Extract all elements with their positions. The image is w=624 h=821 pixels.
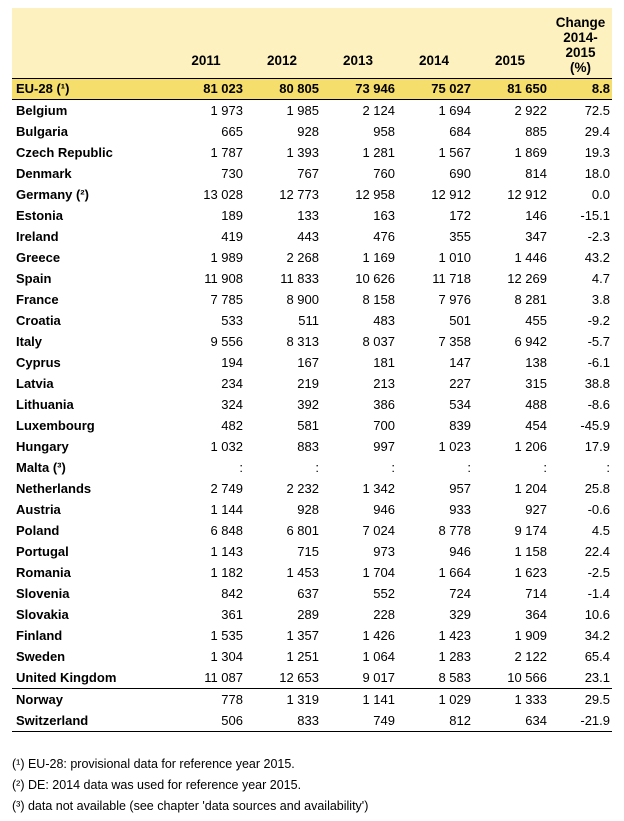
row-value: 1 357 bbox=[286, 627, 319, 643]
row-value: 455 bbox=[525, 312, 547, 328]
header-change-line3: (%) bbox=[570, 60, 591, 75]
row-value: 219 bbox=[297, 375, 319, 391]
row-value: 778 bbox=[171, 689, 247, 711]
row-value: 315 bbox=[525, 375, 547, 391]
row-value: 392 bbox=[297, 396, 319, 412]
table-row bbox=[12, 163, 612, 184]
row-value: 552 bbox=[373, 585, 395, 601]
row-country: Spain bbox=[16, 270, 52, 286]
row-country: Germany (²) bbox=[16, 186, 89, 202]
table-row bbox=[12, 289, 612, 310]
row-value-2014: 75 027 bbox=[399, 79, 475, 100]
row-value: 1 787 bbox=[210, 144, 243, 160]
row-value: 928 bbox=[297, 123, 319, 139]
row-country: United Kingdom bbox=[16, 669, 117, 685]
footnotes bbox=[12, 754, 612, 817]
row-change: 22.4 bbox=[584, 543, 610, 559]
row-change: 65.4 bbox=[584, 648, 610, 664]
row-value: 7 358 bbox=[438, 333, 471, 349]
row-value: : bbox=[239, 459, 243, 475]
table-row bbox=[12, 541, 612, 562]
row-value: 12 653 bbox=[279, 669, 319, 685]
row-value: 1 453 bbox=[286, 564, 319, 580]
row-country: Cyprus bbox=[16, 354, 61, 370]
row-value: 12 912 bbox=[507, 186, 547, 202]
table-row bbox=[12, 604, 612, 625]
row-country: Sweden bbox=[16, 648, 66, 664]
row-change: -15.1 bbox=[580, 207, 610, 223]
header-year-2013: 2013 bbox=[323, 8, 399, 79]
row-value: 11 908 bbox=[204, 270, 243, 286]
table-row bbox=[12, 247, 612, 268]
row-value: 12 912 bbox=[431, 186, 471, 202]
row-value: 946 bbox=[449, 543, 471, 559]
row-value: 147 bbox=[449, 354, 471, 370]
row-value: 1 319 bbox=[247, 689, 323, 711]
row-country: Austria bbox=[16, 501, 61, 517]
row-value: 1 694 bbox=[438, 102, 471, 118]
row-change: -1.4 bbox=[587, 585, 610, 601]
table-row bbox=[12, 436, 612, 457]
table-row bbox=[12, 226, 612, 247]
header-change bbox=[551, 8, 612, 79]
table-row bbox=[12, 205, 612, 226]
table-row bbox=[12, 710, 612, 732]
row-country: Italy bbox=[16, 333, 43, 349]
row-value: 8 778 bbox=[438, 522, 471, 538]
data-table bbox=[12, 8, 612, 732]
row-value: 364 bbox=[525, 606, 547, 622]
row-country: Portugal bbox=[16, 543, 69, 559]
row-change: 29.5 bbox=[551, 689, 612, 711]
table-row bbox=[12, 689, 612, 711]
row-country: Malta (³) bbox=[16, 459, 66, 475]
row-country: Latvia bbox=[16, 375, 54, 391]
row-value: 329 bbox=[449, 606, 471, 622]
table-body bbox=[12, 79, 612, 732]
row-change: 34.2 bbox=[584, 627, 610, 643]
row-change: : bbox=[606, 459, 610, 475]
row-change: 18.0 bbox=[584, 165, 610, 181]
row-value: 724 bbox=[449, 585, 471, 601]
row-value: 534 bbox=[449, 396, 471, 412]
row-value: 12 269 bbox=[507, 270, 547, 286]
row-change: 4.7 bbox=[591, 270, 610, 286]
row-country: Greece bbox=[16, 249, 61, 265]
row-change: 38.8 bbox=[584, 375, 610, 391]
table-row bbox=[12, 520, 612, 541]
row-value: 1 535 bbox=[210, 627, 243, 643]
row-value: 1 204 bbox=[514, 480, 547, 496]
row-value: 1 446 bbox=[514, 249, 547, 265]
row-value: 997 bbox=[373, 438, 395, 454]
row-value: 581 bbox=[297, 417, 319, 433]
row-value: 7 976 bbox=[438, 291, 471, 307]
row-change: 17.9 bbox=[584, 438, 610, 454]
row-value: : bbox=[467, 459, 471, 475]
row-value: 885 bbox=[525, 123, 547, 139]
row-value: 172 bbox=[449, 207, 471, 223]
table-row bbox=[12, 457, 612, 478]
table-row bbox=[12, 121, 612, 142]
row-value: 842 bbox=[221, 585, 243, 601]
row-value: 946 bbox=[373, 501, 395, 517]
row-value: 927 bbox=[525, 501, 547, 517]
row-value: 8 037 bbox=[362, 333, 395, 349]
row-value: 700 bbox=[373, 417, 395, 433]
row-value: 1 393 bbox=[286, 144, 319, 160]
row-value: 6 848 bbox=[210, 522, 243, 538]
row-value: 213 bbox=[373, 375, 395, 391]
row-value: 2 268 bbox=[286, 249, 319, 265]
statistics-table-frame bbox=[12, 8, 612, 817]
table-row bbox=[12, 478, 612, 499]
table-row bbox=[12, 667, 612, 689]
row-change: -45.9 bbox=[580, 417, 610, 433]
row-value: 189 bbox=[221, 207, 243, 223]
row-value: 6 942 bbox=[514, 333, 547, 349]
header-year-2011: 2011 bbox=[171, 8, 247, 79]
row-value: 814 bbox=[525, 165, 547, 181]
table-row bbox=[12, 625, 612, 646]
table-row bbox=[12, 646, 612, 667]
table-row bbox=[12, 499, 612, 520]
row-value: 2 922 bbox=[514, 102, 547, 118]
row-change: -8.6 bbox=[587, 396, 610, 412]
row-value: 1 909 bbox=[514, 627, 547, 643]
row-value: 933 bbox=[449, 501, 471, 517]
row-change: 43.2 bbox=[584, 249, 610, 265]
row-change: 23.1 bbox=[584, 669, 610, 685]
row-country: Lithuania bbox=[16, 396, 74, 412]
row-value: 1 567 bbox=[438, 144, 471, 160]
header-year-2012: 2012 bbox=[247, 8, 323, 79]
row-change: -2.5 bbox=[587, 564, 610, 580]
row-value: 1 206 bbox=[514, 438, 547, 454]
row-value: 8 313 bbox=[286, 333, 319, 349]
row-value: 6 801 bbox=[286, 522, 319, 538]
row-value: 194 bbox=[221, 354, 243, 370]
row-value: 684 bbox=[449, 123, 471, 139]
row-value: 8 158 bbox=[362, 291, 395, 307]
row-value: 181 bbox=[373, 354, 395, 370]
row-country: Switzerland bbox=[12, 710, 171, 732]
table-row bbox=[12, 184, 612, 205]
row-value: 2 232 bbox=[286, 480, 319, 496]
row-country: Luxembourg bbox=[16, 417, 95, 433]
row-value: 1 251 bbox=[286, 648, 319, 664]
row-value: 482 bbox=[221, 417, 243, 433]
row-change: -0.6 bbox=[587, 501, 610, 517]
row-value: 1 141 bbox=[323, 689, 399, 711]
table-row bbox=[12, 562, 612, 583]
row-value: 355 bbox=[449, 228, 471, 244]
row-value: 8 281 bbox=[514, 291, 547, 307]
row-value: 8 900 bbox=[286, 291, 319, 307]
row-value: 839 bbox=[449, 417, 471, 433]
row-change: -21.9 bbox=[551, 710, 612, 732]
table-row-eu28 bbox=[12, 79, 612, 100]
row-value: 483 bbox=[373, 312, 395, 328]
row-country: Romania bbox=[16, 564, 71, 580]
row-country: Norway bbox=[12, 689, 171, 711]
row-value: 1 010 bbox=[438, 249, 471, 265]
row-value: 476 bbox=[373, 228, 395, 244]
header-country bbox=[12, 8, 171, 79]
row-value: 7 785 bbox=[210, 291, 243, 307]
row-value: 1 032 bbox=[210, 438, 243, 454]
footnote-2: (²) DE: 2014 data was used for reference year 2015. bbox=[12, 778, 302, 792]
table-row bbox=[12, 583, 612, 604]
row-country: France bbox=[16, 291, 59, 307]
row-value-2012: 80 805 bbox=[247, 79, 323, 100]
row-value: 454 bbox=[525, 417, 547, 433]
row-value: 146 bbox=[525, 207, 547, 223]
table-row bbox=[12, 394, 612, 415]
row-value: 12 958 bbox=[355, 186, 395, 202]
row-country: Belgium bbox=[16, 102, 68, 118]
row-country: Bulgaria bbox=[16, 123, 69, 139]
row-country: Ireland bbox=[16, 228, 59, 244]
row-value: 488 bbox=[525, 396, 547, 412]
row-value: 1 304 bbox=[210, 648, 243, 664]
row-value: 1 973 bbox=[210, 102, 243, 118]
row-value: 227 bbox=[449, 375, 471, 391]
row-value: 13 028 bbox=[203, 186, 243, 202]
row-value: 958 bbox=[373, 123, 395, 139]
row-value: 11 833 bbox=[280, 270, 319, 286]
row-value: 138 bbox=[525, 354, 547, 370]
row-value: 511 bbox=[298, 312, 319, 328]
row-value: 634 bbox=[475, 710, 551, 732]
row-value: 163 bbox=[373, 207, 395, 223]
row-value: 1 169 bbox=[362, 249, 395, 265]
row-value: 1 029 bbox=[399, 689, 475, 711]
row-value: 1 283 bbox=[438, 648, 471, 664]
row-value: 12 773 bbox=[279, 186, 319, 202]
table-row bbox=[12, 310, 612, 331]
row-value: 324 bbox=[221, 396, 243, 412]
row-value: 883 bbox=[297, 438, 319, 454]
row-value: 1 143 bbox=[210, 543, 243, 559]
row-value: 234 bbox=[221, 375, 243, 391]
row-country: EU-28 (¹) bbox=[12, 79, 171, 100]
row-value: 637 bbox=[297, 585, 319, 601]
row-value: 760 bbox=[373, 165, 395, 181]
row-value: 1 182 bbox=[210, 564, 243, 580]
row-value: 749 bbox=[323, 710, 399, 732]
row-value: 361 bbox=[221, 606, 243, 622]
row-value: 1 333 bbox=[475, 689, 551, 711]
row-change: 8.8 bbox=[551, 79, 612, 100]
row-value-2013: 73 946 bbox=[323, 79, 399, 100]
row-change: 29.4 bbox=[584, 123, 610, 139]
header-change-line2: 2014-2015 bbox=[563, 30, 598, 60]
row-value: 9 017 bbox=[362, 669, 395, 685]
row-value: 2 749 bbox=[210, 480, 243, 496]
row-country: Czech Republic bbox=[16, 144, 113, 160]
row-value: 7 024 bbox=[362, 522, 395, 538]
table-row bbox=[12, 373, 612, 394]
row-value: 1 623 bbox=[514, 564, 547, 580]
row-value: 928 bbox=[297, 501, 319, 517]
row-value: 812 bbox=[399, 710, 475, 732]
row-change: 4.5 bbox=[591, 522, 610, 538]
row-country: Netherlands bbox=[16, 480, 92, 496]
row-value: 2 122 bbox=[514, 648, 547, 664]
row-value: 973 bbox=[373, 543, 395, 559]
row-value: 1 664 bbox=[438, 564, 471, 580]
row-value: 11 087 bbox=[204, 669, 243, 685]
row-change: 72.5 bbox=[584, 102, 610, 118]
header-change-line1: Change bbox=[555, 15, 606, 30]
row-value: 386 bbox=[373, 396, 395, 412]
row-value: 419 bbox=[221, 228, 243, 244]
row-value: 690 bbox=[449, 165, 471, 181]
row-value: 714 bbox=[525, 585, 547, 601]
row-value: 10 626 bbox=[355, 270, 395, 286]
row-country: Poland bbox=[16, 522, 60, 538]
row-change: -9.2 bbox=[587, 312, 610, 328]
row-change: 3.8 bbox=[591, 291, 610, 307]
row-value: 501 bbox=[449, 312, 471, 328]
row-value: 11 718 bbox=[432, 270, 471, 286]
row-value: 1 144 bbox=[210, 501, 243, 517]
header-year-2015: 2015 bbox=[475, 8, 551, 79]
table-header-row bbox=[12, 8, 612, 79]
row-value: 833 bbox=[247, 710, 323, 732]
row-value: 533 bbox=[221, 312, 243, 328]
row-value: : bbox=[543, 459, 547, 475]
row-country: Slovenia bbox=[16, 585, 70, 601]
row-country: Croatia bbox=[16, 312, 61, 328]
row-country: Denmark bbox=[16, 165, 72, 181]
row-value: 665 bbox=[221, 123, 243, 139]
row-value: 1 426 bbox=[362, 627, 395, 643]
row-country: Hungary bbox=[16, 438, 69, 454]
header-year-2014: 2014 bbox=[399, 8, 475, 79]
row-value: 1 064 bbox=[362, 648, 395, 664]
row-value: 1 423 bbox=[438, 627, 471, 643]
row-value: 2 124 bbox=[362, 102, 395, 118]
row-value: 1 989 bbox=[210, 249, 243, 265]
row-value-2011: 81 023 bbox=[171, 79, 247, 100]
footnote-3: (³) data not available (see chapter 'data sources and availability') bbox=[12, 799, 369, 813]
table-row bbox=[12, 142, 612, 163]
row-value: 1 704 bbox=[362, 564, 395, 580]
row-change: 10.6 bbox=[584, 606, 610, 622]
row-change: 0.0 bbox=[591, 186, 610, 202]
row-value: 167 bbox=[297, 354, 319, 370]
row-change: 19.3 bbox=[584, 144, 610, 160]
row-value: 1 158 bbox=[514, 543, 547, 559]
row-value: 730 bbox=[221, 165, 243, 181]
row-value: 957 bbox=[449, 480, 471, 496]
row-value: : bbox=[391, 459, 395, 475]
row-country: Estonia bbox=[16, 207, 63, 223]
row-value: 228 bbox=[373, 606, 395, 622]
row-change: -2.3 bbox=[587, 228, 610, 244]
row-value: 1 023 bbox=[438, 438, 471, 454]
row-value: 506 bbox=[171, 710, 247, 732]
row-country: Slovakia bbox=[16, 606, 69, 622]
row-value: 10 566 bbox=[507, 669, 547, 685]
table-row bbox=[12, 331, 612, 352]
row-value: 347 bbox=[525, 228, 547, 244]
row-value: : bbox=[315, 459, 319, 475]
table-row bbox=[12, 268, 612, 289]
row-change: -6.1 bbox=[587, 354, 610, 370]
table-row bbox=[12, 352, 612, 373]
row-value: 8 583 bbox=[438, 669, 471, 685]
row-value: 715 bbox=[297, 543, 319, 559]
row-value: 1 869 bbox=[514, 144, 547, 160]
row-value: 1 281 bbox=[362, 144, 395, 160]
row-value-2015: 81 650 bbox=[475, 79, 551, 100]
table-row bbox=[12, 415, 612, 436]
row-country: Finland bbox=[16, 627, 63, 643]
row-value: 767 bbox=[297, 165, 319, 181]
row-change: 25.8 bbox=[584, 480, 610, 496]
row-value: 9 556 bbox=[210, 333, 243, 349]
row-value: 443 bbox=[297, 228, 319, 244]
footnote-1: (¹) EU-28: provisional data for reference year 2015. bbox=[12, 757, 295, 771]
row-change: -5.7 bbox=[587, 333, 610, 349]
row-value: 289 bbox=[297, 606, 319, 622]
row-value: 133 bbox=[297, 207, 319, 223]
row-value: 9 174 bbox=[514, 522, 547, 538]
table-row bbox=[12, 100, 612, 122]
row-value: 1 985 bbox=[286, 102, 319, 118]
row-value: 1 342 bbox=[362, 480, 395, 496]
